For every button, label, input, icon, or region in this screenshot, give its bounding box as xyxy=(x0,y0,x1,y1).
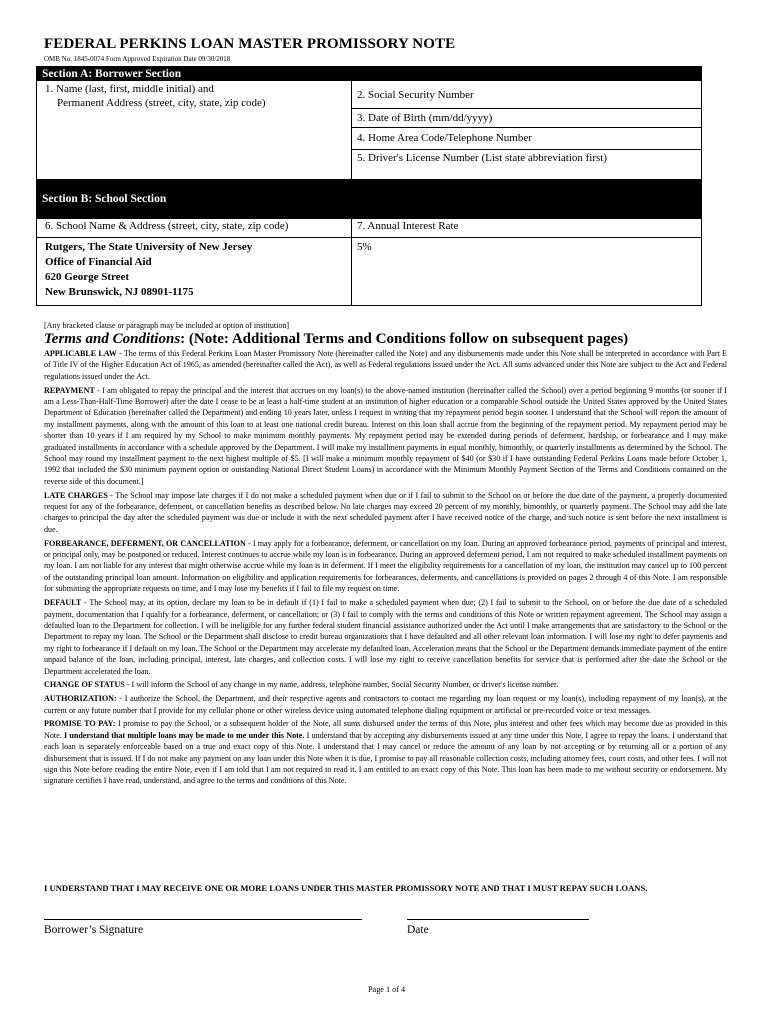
document-title: FEDERAL PERKINS LOAN MASTER PROMISSORY NOTE xyxy=(44,36,456,52)
divider xyxy=(351,108,702,109)
paragraph-repayment xyxy=(44,385,727,488)
terms-heading-rest: : (Note: Additional Terms and Conditions follow on subsequent pages) xyxy=(180,331,629,347)
terms-heading-italic: Terms and Conditions xyxy=(44,331,181,347)
divider xyxy=(351,149,702,150)
ssn-label: 2. Social Security Number xyxy=(357,89,474,101)
terms-heading xyxy=(44,331,628,348)
divider xyxy=(37,237,702,238)
understand-statement: I UNDERSTAND THAT I MAY RECEIVE ONE OR MORE LOANS UNDER THIS MASTER PROMISSORY NOTE AND THAT I MUST REPAY SUCH LOANS. xyxy=(44,883,648,893)
paragraph-authorization xyxy=(44,693,727,716)
paragraph-text: - I may apply for a forbearance, deferment, or cancellation on my loan. During an approved forbearance period, payments of principal and interest, or principal only, may be postponed or reduced. Interest continues to accrue while my loan is in forbearance. During an approved deferment period, I am not required to make scheduled installment payments on my loan. I am not liable for any interest that might otherwise accrue while my loan is in deferment. If I meet the eligibility requirements for a cancellation of my loan, the institution may cancel up to 100 percent of the outstanding principal loan amount. Information on eligibility and application requirements for forbearances, deferments, and cancellations is provided on pages 2 through 4 of this Note. I am responsible for submitting the appropriate requests on time, and I may lose my benefits if I fail to file my request on time. xyxy=(44,538,727,594)
dob-label: 3. Date of Birth (mm/dd/yyyy) xyxy=(357,112,493,124)
form-frame xyxy=(36,66,702,306)
paragraph-label: PROMISE TO PAY: xyxy=(44,719,116,729)
interest-rate-label: 7. Annual Interest Rate xyxy=(357,220,459,232)
omb-line: OMB No. 1845-0074 Form Approved Expiration Date 09/30/2018 xyxy=(44,55,231,63)
paragraph-label: DEFAULT xyxy=(44,598,82,608)
paragraph-label: FORBEARANCE, DEFERMENT, OR CANCELLATION xyxy=(44,538,246,548)
license-label: 5. Driver's License Number (List state abbreviation first) xyxy=(357,152,608,164)
school-office: Office of Financial Aid xyxy=(45,256,152,268)
paragraph-text: - I will inform the School of any change in my name, address, telephone number, Social Security Number, or driver's license number. xyxy=(124,680,559,690)
paragraph-text: - I authorize the School, the Department, and their respective agents and contractors to contact me regarding my loan request or my loan(s), including repayment of my loan(s), at the current or any future number that I provide for my cellular phone or other wireless device using automated telephone dialing equipment or artificial or pre-recorded voice or text messages. xyxy=(44,694,727,715)
paragraph-text: - I am obligated to repay the principal and the interest that accrues on my loan(s) to the above-named institution (hereinafter called the School) over a period beginning 9 months (or sooner if I am a Less-Than-Half-Time Borrower) after the date I cease to be at least a half-time student at an institution of higher education or a comparable School outside the United States approved by the United States Department of Education (hereinafter called the Department) and ending 10 years later, unless I request in writing that my repayment period begin sooner. I understand that the School will report the amount of my installment payments, along with the amount of this loan to at least one national credit bureau. Interest on this loan shall accrue from the beginning of the repayment period. My repayment period may be shorter than 10 years if I am required by my School to make minimum monthly payments. My repayment period may be extended during periods of deferment, hardship, or forbearance and I may make graduated installments in accordance with a schedule approved by the Department. I will make my installment payments in equal monthly, bimonthly, or quarterly installments as determined by the School. The School may round my installment payment to the next highest multiple of $5. [I will make a minimum monthly repayment of $40 (or $30 if I have outstanding Federal Perkins Loans made before October 1, 1992 that included the $30 minimum payment option or outstanding National Direct Student Loans) in accordance with the Minimum Monthly Payment Section of the Terms and Conditions contained on the reverse side of this document.] xyxy=(44,385,727,486)
borrower-signature-line[interactable] xyxy=(44,919,362,920)
bracket-note: [Any bracketed clause or paragraph may be included at option of institution] xyxy=(44,321,290,330)
paragraph-label: AUTHORIZATION: xyxy=(44,694,117,704)
school-name: Rutgers, The State University of New Jersey xyxy=(45,241,253,253)
paragraph-late-charges xyxy=(44,490,727,536)
paragraph-text: - The School may impose late charges if I do not make a scheduled payment when due or if I fail to submit to the School on or before the due date of the payment, a properly documented request for any of the forbearance, deferment, or cancellation benefits as described below. No late charges may exceed 20 percent of my monthly, bimonthly, or quarterly payment. The School may add the late charges to principal the day after the scheduled payment was due or include it with the next scheduled payment after I have received notice of the charge, and such notice is sent before the next installment is due. xyxy=(44,490,727,534)
paragraph-bold-text: I understand that multiple loans may be made to me under this Note. xyxy=(64,730,305,740)
paragraph-label: LATE CHARGES xyxy=(44,490,108,500)
section-a-header: Section A: Borrower Section xyxy=(37,67,701,81)
name-address-label: 1. Name (last, first, middle initial) and xyxy=(45,83,214,95)
paragraph-applicable-law xyxy=(44,348,727,382)
phone-label: 4. Home Area Code/Telephone Number xyxy=(357,132,532,144)
paragraph-text: I understand that by accepting any disbursements issued at any time under this Note, I agree to repay the loans. I understand that each loan is separately enforceable based on a true and exact copy of this Note. I understand that I may cancel or reduce the amount of any loan by not accepting or by returning all or a portion of any disbursement that is issued. If I do not make any payment on any loan under this Note when it is due, I promise to pay all reasonable collection costs, including attorney fees, court costs, and other fees. I will not sign this Note before reading the entire Note, even if I am told that I am not required to read it. I am entitled to an exact copy of this Note. This loan has been made to me without security or endorsement. My signature certifies I have read, understand, and agree to the terms and conditions of this Note. xyxy=(44,730,728,786)
school-label: 6. School Name & Address (street, city, state, zip code) xyxy=(45,220,289,232)
paragraph-label: REPAYMENT xyxy=(44,385,95,395)
paragraph-text: I promise to pay the School, or a subsequent holder of the Note, all sums disbursed under the terms of this Note, plus interest and other fees which may become due as provided in this Note. xyxy=(44,719,727,740)
paragraph-text: - The terms of this Federal Perkins Loan Master Promissory Note (hereinafter called the Note) and any disbursements made under this Note shall be interpreted in accordance with Part E of Title IV of the Higher Education Act of 1965, as amended (hereinafter called the Act), as well as Federal regulations issued under the Act. All sums advanced under this Note are subject to the Act and Federal regulations issued under the Act. xyxy=(44,349,727,381)
school-city: New Brunswick, NJ 08901-1175 xyxy=(45,286,194,298)
paragraph-change-of-status xyxy=(44,679,727,690)
date-line[interactable] xyxy=(407,919,589,920)
divider xyxy=(351,81,352,179)
name-address-label-2: Permanent Address (street, city, state, zip code) xyxy=(57,97,266,109)
paragraph-forbearance xyxy=(44,538,727,595)
borrower-signature-label: Borrower’s Signature xyxy=(44,924,144,936)
paragraph-label: CHANGE OF STATUS xyxy=(44,680,125,690)
date-label: Date xyxy=(407,924,429,936)
divider xyxy=(351,127,702,128)
paragraph-default xyxy=(44,597,727,677)
terms-body xyxy=(44,348,727,789)
paragraph-promise-to-pay xyxy=(44,718,727,786)
divider xyxy=(351,219,352,306)
paragraph-text: - The School may, at its option, declare my loan to be in default if (1) I fail to make a scheduled payment when due; (2) I fail to submit to the School, on or before the due date of a scheduled payment, documentation that I qualify for a forbearance, deferment, or cancellation; or (3) I fail to comply with the terms and conditions of this Note or written repayment agreement. The School may assign a defaulted loan to the Department for collection. I will be ineligible for any further federal student financial assistance authorized under the Act until I make arrangements that are satisfactory to the School or the Department to repay my loan. The School or the Department shall disclose to credit bureau organizations that I have defaulted and all other relevant loan information. I will lose my right to defer payments and my right to forbearance if I default on my loan. The School or the Department may accelerate my defaulted loan. Acceleration means that the School or the Department demands immediate payment of the entire unpaid balance of the loan, including principal, interest, late charges, and collection costs. I will lose my right to receive cancellation benefits for service that is performed after the date the School or the Department accelerated the loan. xyxy=(44,598,727,676)
paragraph-label: APPLICABLE LAW xyxy=(44,349,117,358)
section-b-header: Section B: School Section xyxy=(37,179,701,219)
school-street: 620 George Street xyxy=(45,271,130,283)
page-number: Page 1 of 4 xyxy=(368,985,406,994)
interest-rate-value: 5% xyxy=(357,241,372,253)
